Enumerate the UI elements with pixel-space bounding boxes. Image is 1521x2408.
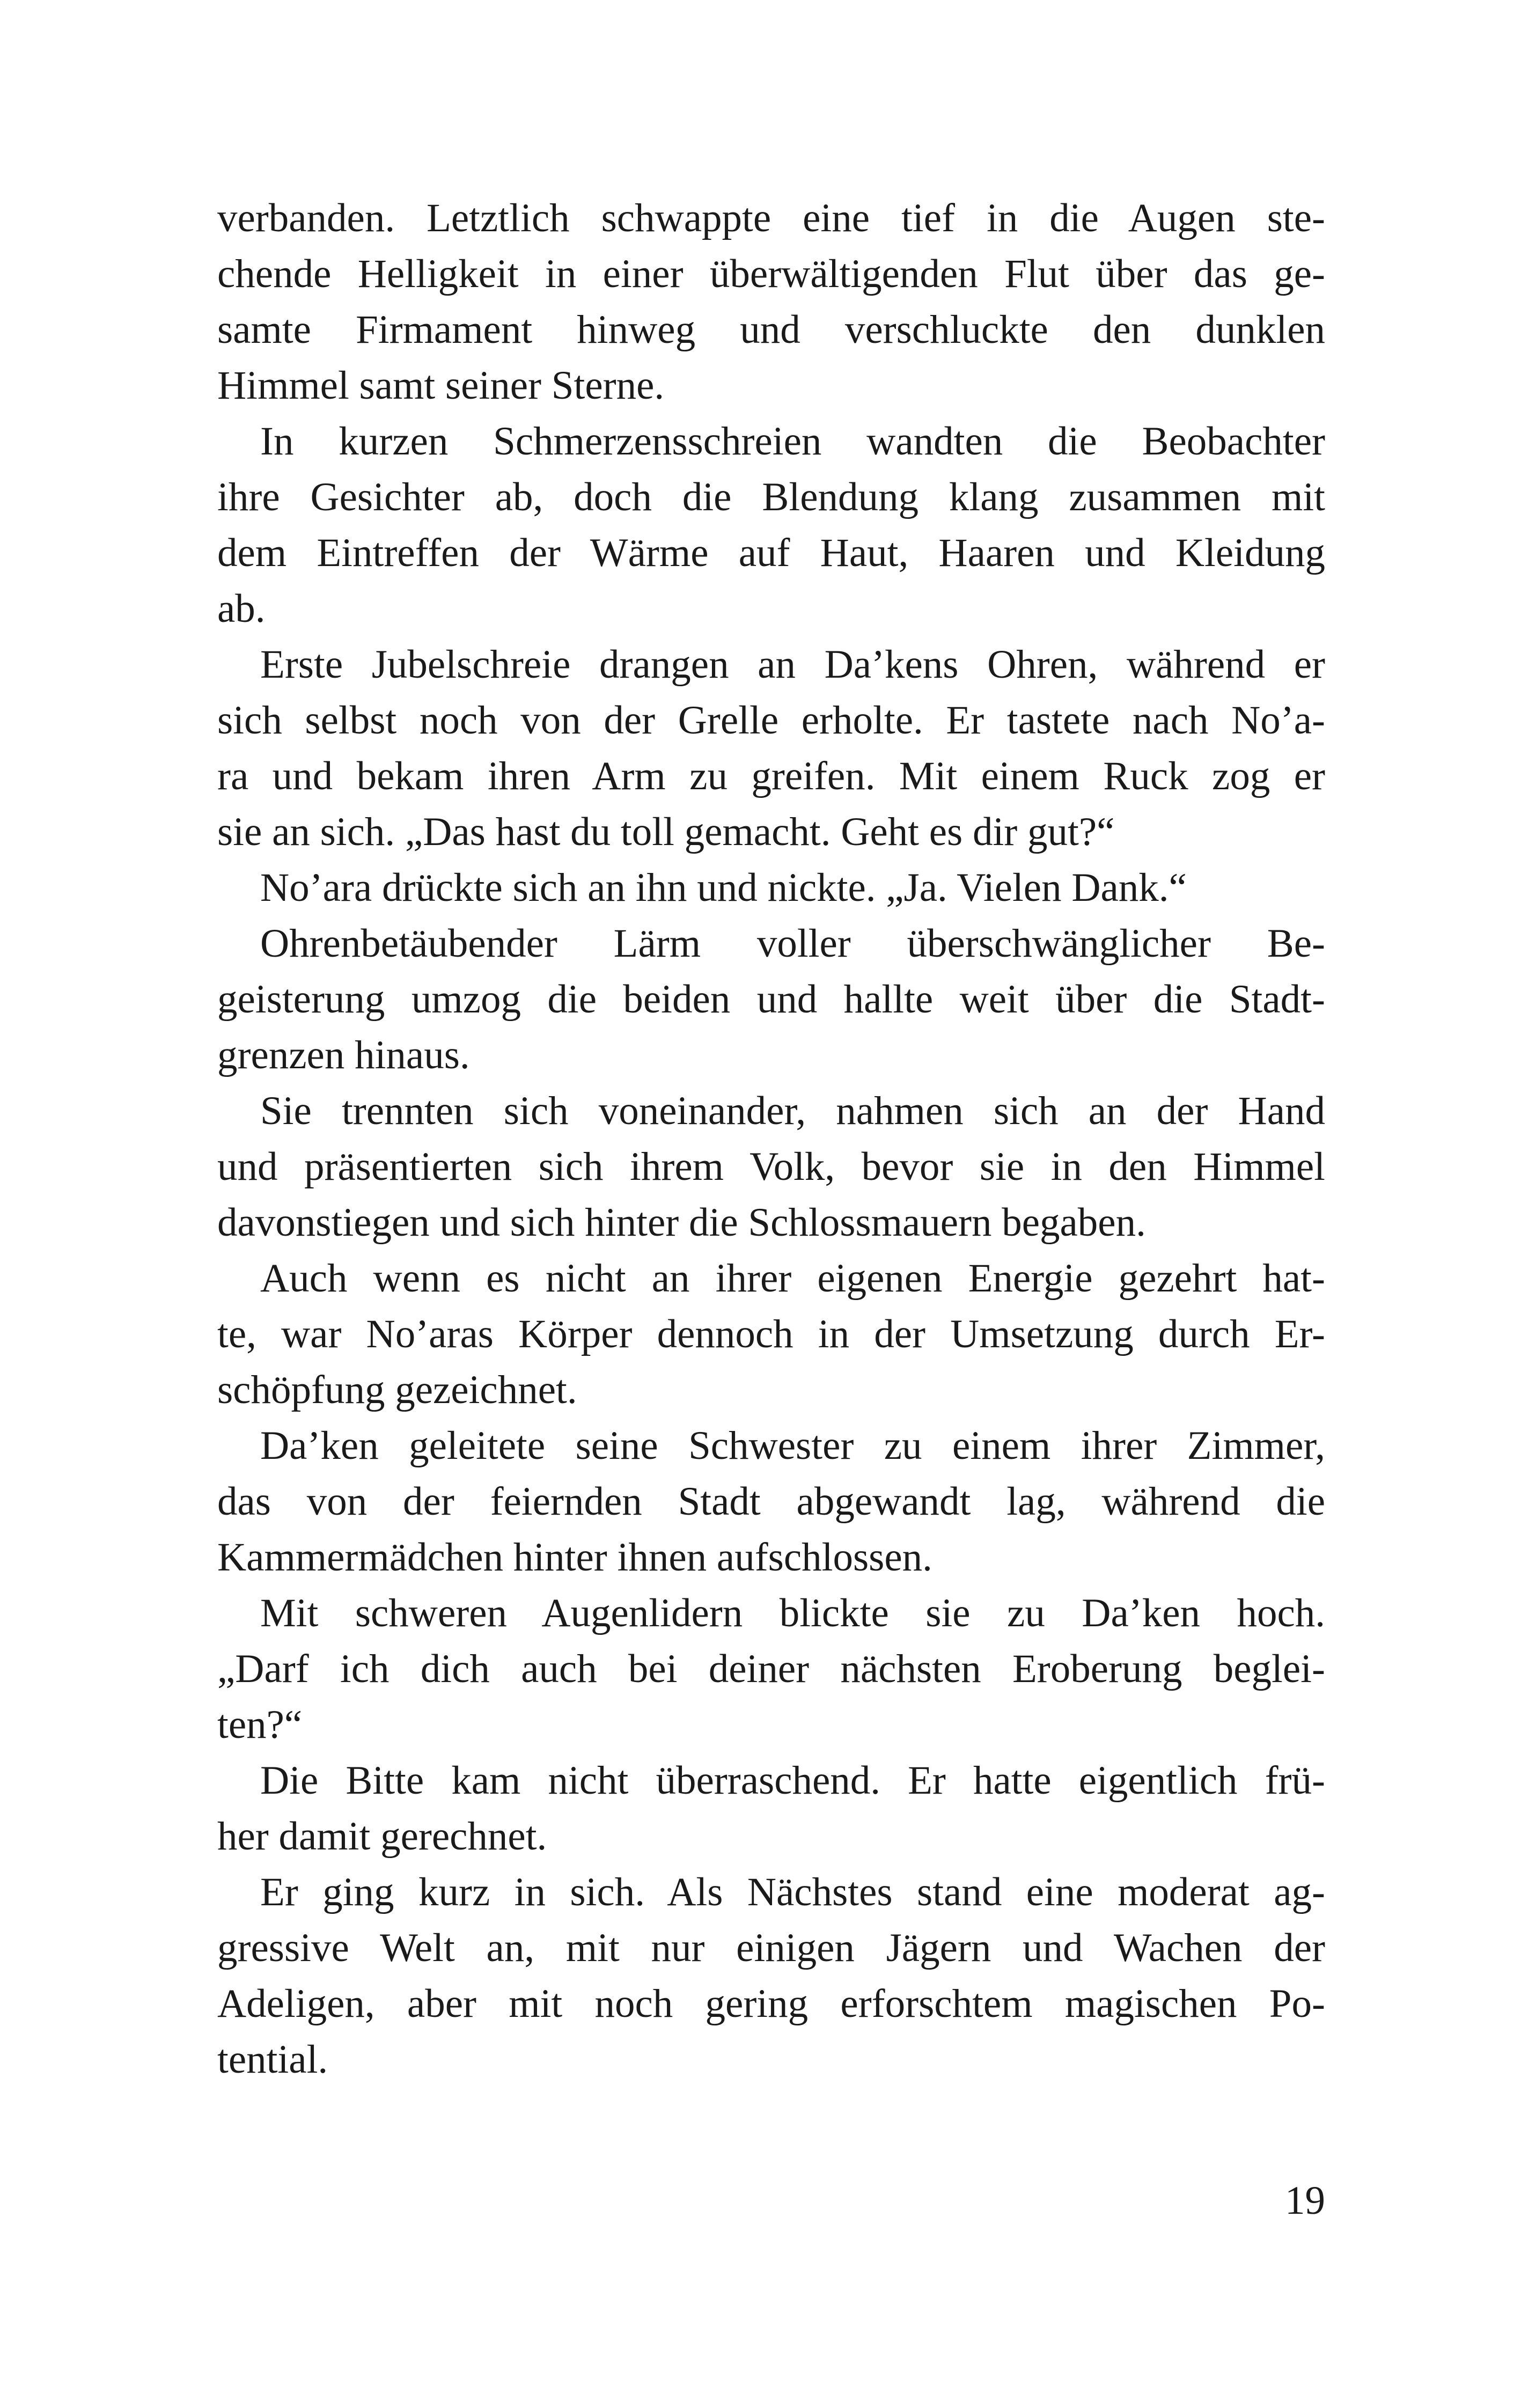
paragraph bbox=[217, 1864, 1325, 2088]
text-line: her damit gerechnet. bbox=[217, 1814, 547, 1859]
text-line: „Darf ich dich auch bei deiner nächsten Eroberung beglei- bbox=[217, 1647, 1325, 1691]
text-line: Auch wenn es nicht an ihrer eigenen Energie gezehrt hat- bbox=[260, 1256, 1325, 1301]
text-line: Himmel samt seiner Sterne. bbox=[217, 363, 665, 408]
paragraph bbox=[217, 1083, 1325, 1251]
paragraph bbox=[217, 1585, 1325, 1753]
text-line: geisterung umzog die beiden und hallte weit über die Stadt- bbox=[217, 977, 1325, 1022]
text-line: davonstiegen und sich hinter die Schlossmauern begaben. bbox=[217, 1200, 1146, 1245]
page-number: 19 bbox=[1285, 2178, 1325, 2223]
text-line: Ohrenbetäubender Lärm voller überschwänglicher Be- bbox=[260, 921, 1325, 966]
text-line: verbanden. Letztlich schwappte eine tief in die Augen ste- bbox=[217, 196, 1325, 240]
text-line: tential. bbox=[217, 2037, 328, 2082]
paragraph bbox=[217, 1418, 1325, 1585]
text-line: und präsentierten sich ihrem Volk, bevor sie in den Himmel bbox=[217, 1144, 1325, 1189]
paragraph bbox=[217, 916, 1325, 1083]
text-line: sich selbst noch von der Grelle erholte. Er tastete nach No’a- bbox=[217, 698, 1325, 743]
paragraph bbox=[217, 637, 1325, 860]
text-line: Die Bitte kam nicht überraschend. Er hatte eigentlich frü- bbox=[260, 1758, 1325, 1803]
text-line: Erste Jubelschreie drangen an Da’kens Ohren, während er bbox=[260, 642, 1325, 687]
text-line: Da’ken geleitete seine Schwester zu einem ihrer Zimmer, bbox=[260, 1423, 1325, 1468]
text-line: Kammermädchen hinter ihnen aufschlossen. bbox=[217, 1535, 932, 1580]
text-line: grenzen hinaus. bbox=[217, 1033, 470, 1077]
paragraph bbox=[217, 1753, 1325, 1864]
paragraph bbox=[217, 190, 1325, 414]
text-line: No’ara drückte sich an ihn und nickte. „Ja. Vielen Dank.“ bbox=[260, 865, 1187, 910]
text-line: Sie trennten sich voneinander, nahmen sich an der Hand bbox=[260, 1089, 1325, 1133]
text-line: sie an sich. „Das hast du toll gemacht. Geht es dir gut?“ bbox=[217, 810, 1115, 854]
paragraph bbox=[217, 414, 1325, 637]
text-line: das von der feiernden Stadt abgewandt lag, während die bbox=[217, 1479, 1325, 1524]
text-line: ab. bbox=[217, 586, 266, 631]
text-line: te, war No’aras Körper dennoch in der Umsetzung durch Er- bbox=[217, 1312, 1325, 1356]
paragraph bbox=[217, 860, 1325, 916]
text-line: In kurzen Schmerzensschreien wandten die Beobachter bbox=[260, 419, 1325, 464]
text-line: ten?“ bbox=[217, 1702, 303, 1747]
text-line: schöpfung gezeichnet. bbox=[217, 1368, 577, 1412]
text-line: dem Eintreffen der Wärme auf Haut, Haaren und Kleidung bbox=[217, 531, 1325, 575]
page-body-text bbox=[217, 190, 1325, 2088]
text-line: ihre Gesichter ab, doch die Blendung klang zusammen mit bbox=[217, 475, 1325, 519]
text-line: samte Firmament hinweg und verschluckte den dunklen bbox=[217, 307, 1325, 352]
text-line: Adeligen, aber mit noch gering erforschtem magischen Po- bbox=[217, 1981, 1325, 2026]
paragraph bbox=[217, 1251, 1325, 1418]
text-line: chende Helligkeit in einer überwältigenden Flut über das ge- bbox=[217, 252, 1325, 296]
text-line: gressive Welt an, mit nur einigen Jägern und Wachen der bbox=[217, 1926, 1325, 1970]
text-line: Mit schweren Augenlidern blickte sie zu Da’ken hoch. bbox=[260, 1591, 1325, 1635]
text-line: Er ging kurz in sich. Als Nächstes stand eine moderat ag- bbox=[260, 1870, 1325, 1914]
text-line: ra und bekam ihren Arm zu greifen. Mit einem Ruck zog er bbox=[217, 754, 1325, 798]
